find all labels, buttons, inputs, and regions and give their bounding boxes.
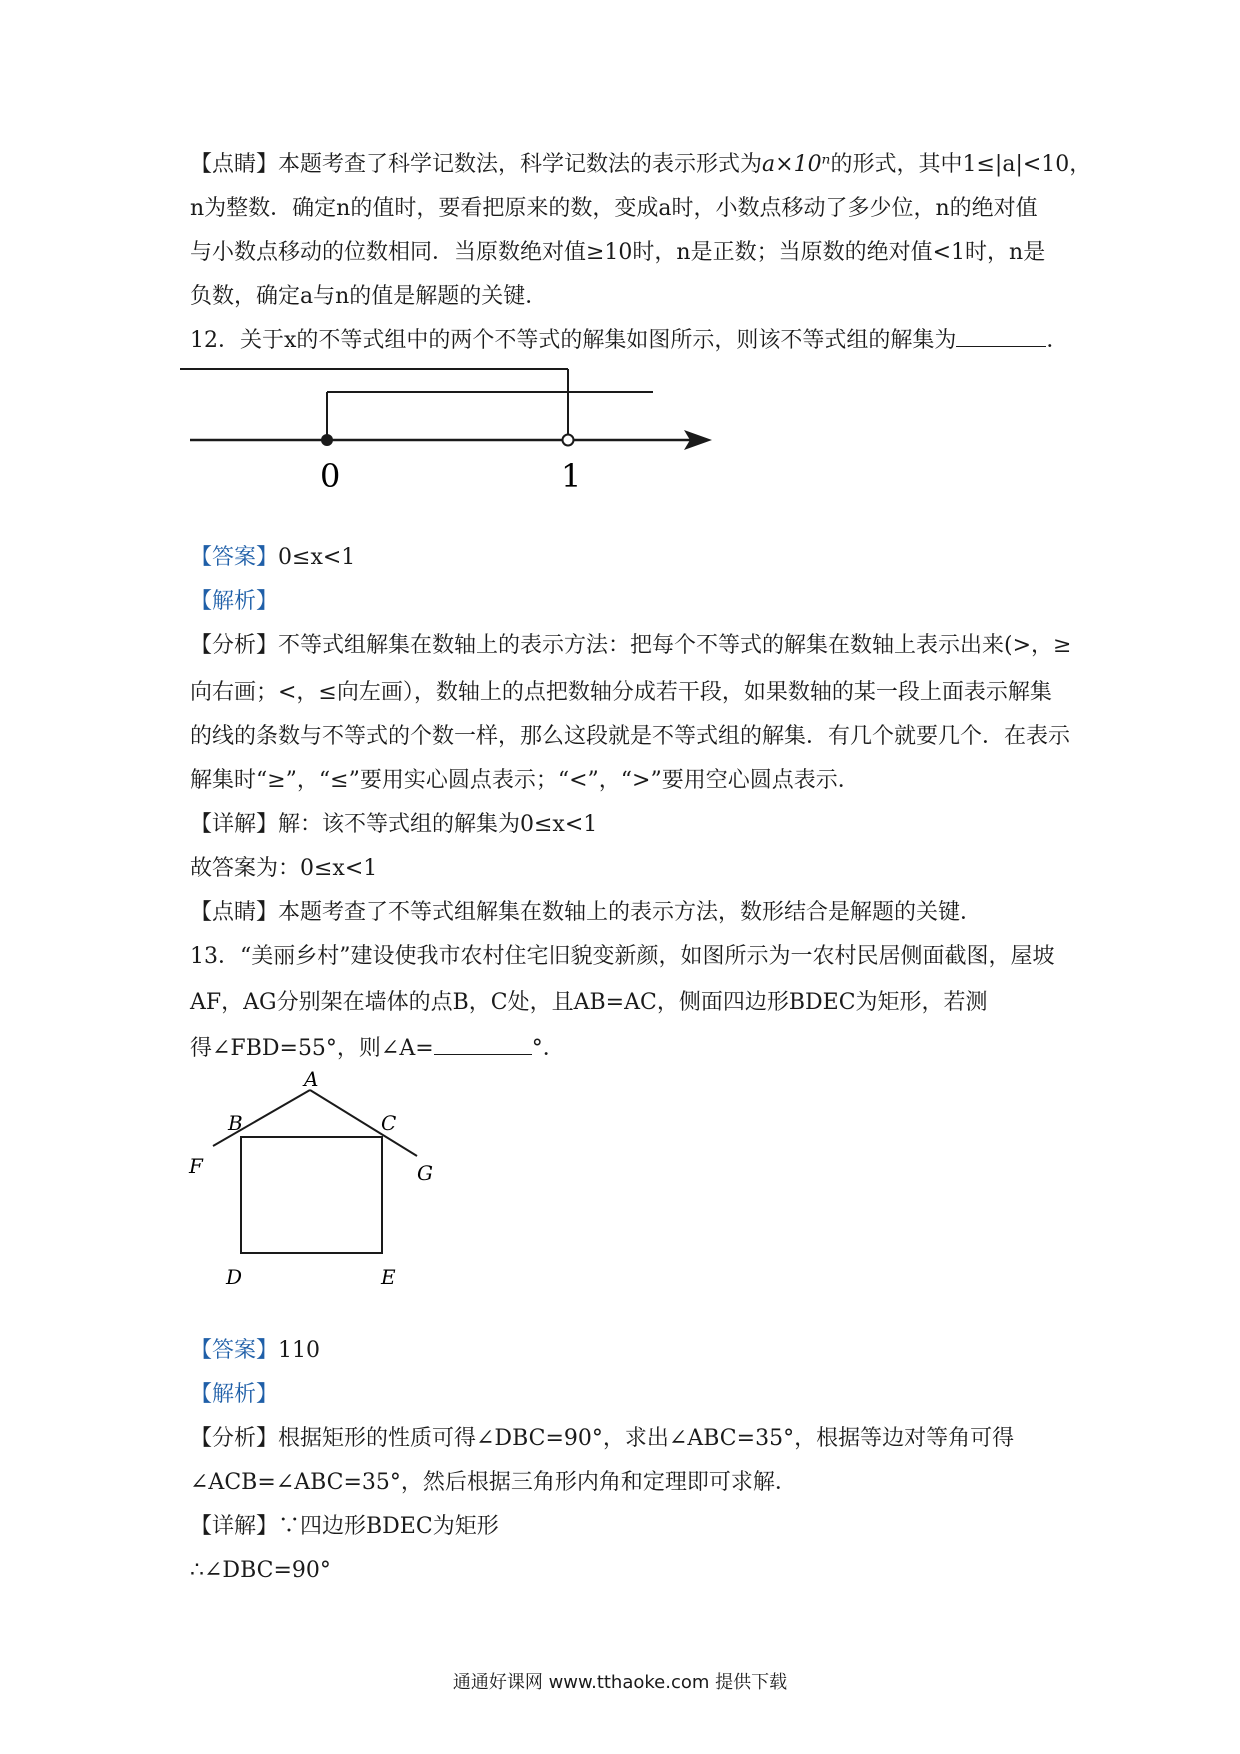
q12-analysis-4: 解集时“≥”，“≤”要用实心圆点表示；“<”，“>”要用空心圆点表示． — [190, 768, 860, 793]
label-c: C — [381, 1111, 397, 1135]
hollow-point — [563, 435, 574, 446]
label-e: E — [381, 1265, 396, 1289]
house-figure — [185, 1068, 445, 1308]
q13-detail-1: 【详解】∵四边形BDEC为矩形 — [190, 1514, 499, 1539]
q13-answer-blank — [434, 1036, 532, 1055]
q13-analysis-1: 【分析】根据矩形的性质可得∠DBC=90°，求出∠ABC=35°，根据等边对等角可得 — [190, 1426, 1015, 1451]
q13-stem-2: AF，AG分别架在墙体的点B，C处，且AB=AC，侧面四边形BDEC为矩形，若测 — [190, 990, 988, 1015]
q12-analysis-1: 【分析】不等式组解集在数轴上的表示方法：把每个不等式的解集在数轴上表示出来(>，≥ — [190, 633, 1072, 658]
q13-stem-3: 得∠FBD=55°，则∠A= °． — [190, 1036, 565, 1061]
label-a: A — [304, 1068, 319, 1091]
q12-answer-blank — [956, 328, 1046, 347]
q12-detail-2: 故答案为：0≤x<1 — [190, 856, 378, 881]
page-footer: 通通好课网 www.tthaoke.com 提供下载 — [452, 1672, 788, 1693]
q13-answer: 【答案】110 — [190, 1338, 321, 1363]
q12-detail-1: 【详解】解：该不等式组的解集为0≤x<1 — [190, 812, 598, 837]
note-line-1: 【点睛】本题考查了科学记数法，科学记数法的表示形式为a×10ⁿ的形式，其中1≤|a|<10， — [190, 152, 1092, 177]
q12-note: 【点睛】本题考查了不等式组解集在数轴上的表示方法，数形结合是解题的关键． — [190, 900, 983, 925]
q12-answer: 【答案】0≤x<1 — [190, 545, 356, 570]
q12-analysis-tag: 【解析】 — [190, 589, 279, 614]
label-d: D — [226, 1265, 243, 1289]
note-line-4: 负数，确定a与n的值是解题的关键． — [190, 284, 548, 309]
note-line-2: n为整数．确定n的值时，要看把原来的数，变成a时，小数点移动了多少位，n的绝对值 — [190, 196, 1038, 221]
q13-analysis-2: ∠ACB=∠ABC=35°，然后根据三角形内角和定理即可求解． — [190, 1470, 797, 1495]
rectangle-bdec — [241, 1137, 382, 1253]
q12-stem: 12．关于x的不等式组中的两个不等式的解集如图所示，则该不等式组的解集为 ． — [190, 328, 1069, 353]
q12-analysis-3: 的线的条数与不等式的个数一样，那么这段就是不等式组的解集．有几个就要几个．在表示 — [190, 724, 1071, 749]
label-one: 1 — [561, 457, 582, 495]
sci-notation-expr: a×10ⁿ — [762, 152, 831, 177]
label-b: B — [228, 1111, 243, 1135]
roof-line-ag — [310, 1090, 417, 1156]
range-condition: 1≤|a|<10， — [962, 152, 1092, 177]
solid-point — [321, 434, 333, 446]
label-f: F — [189, 1154, 203, 1178]
q12-analysis-2: 向右画；<，≤向左画），数轴上的点把数轴分成若干段，如果数轴的某一段上面表示解集 — [190, 680, 1052, 705]
number-line-figure — [180, 360, 740, 500]
q13-stem-1: 13．“美丽乡村”建设使我市农村住宅旧貌变新颜，如图所示为一农村民居侧面截图，屋坡 — [190, 944, 1055, 969]
label-g: G — [417, 1161, 433, 1185]
q13-analysis-tag: 【解析】 — [190, 1382, 279, 1407]
q13-detail-2: ∴∠DBC=90° — [190, 1558, 331, 1583]
label-zero: 0 — [320, 457, 341, 495]
note-line-3: 与小数点移动的位数相同．当原数绝对值≥10时，n是正数；当原数的绝对值<1时，n是 — [190, 240, 1046, 265]
